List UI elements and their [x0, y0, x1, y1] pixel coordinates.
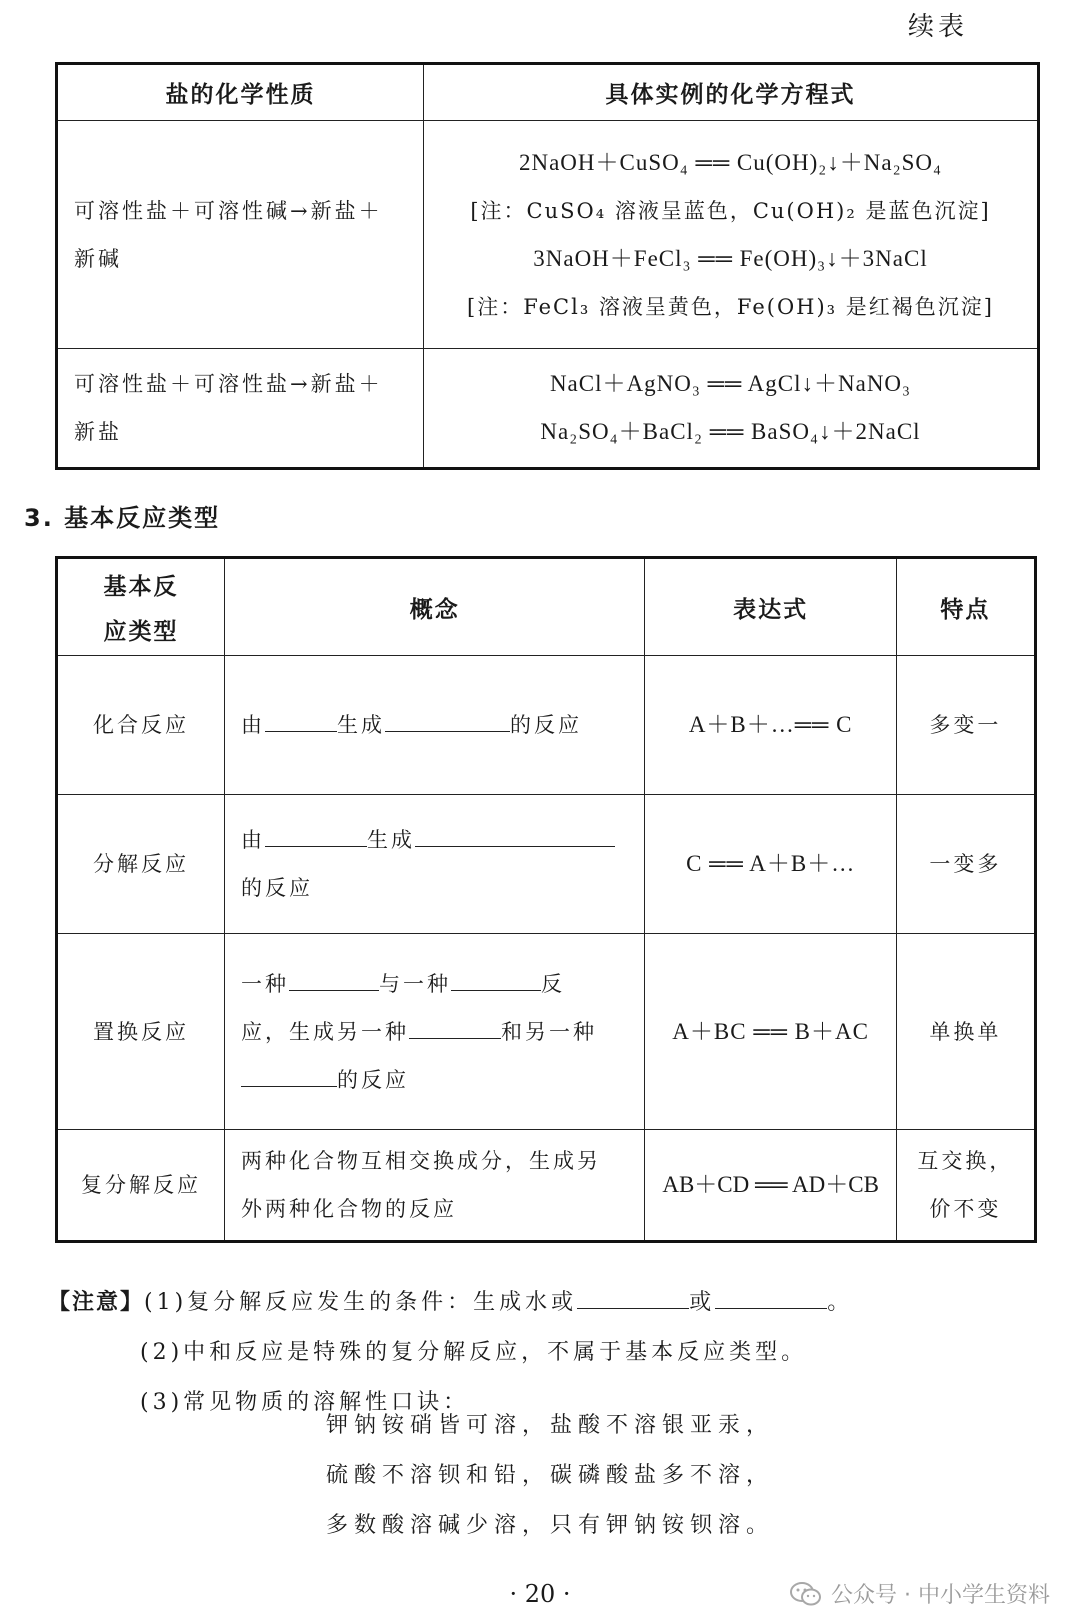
concept-text: 反	[540, 971, 565, 996]
feature-cell	[896, 1130, 1035, 1242]
watermark-text: 公众号 · 中小学生资料	[831, 1583, 1050, 1608]
reaction-types-table	[55, 556, 1037, 1243]
equation: NaCl＋AgNO₃ ══ AgCl↓＋NaNO₃	[549, 371, 912, 396]
concept-cell	[224, 1130, 644, 1242]
fill-blank[interactable]	[577, 1284, 689, 1309]
equation-note: [注：FeCl₃ 溶液呈黄色，Fe(OH)₃ 是红褐色沉淀]	[467, 294, 994, 319]
equation-note: [注：CuSO₄ 溶液呈蓝色，Cu(OH)₂ 是蓝色沉淀]	[470, 198, 991, 223]
type-cell: 分解反应	[57, 795, 225, 934]
table-row	[57, 656, 1036, 795]
concept-cell	[224, 934, 644, 1130]
fill-blank[interactable]	[715, 1284, 827, 1309]
concept-text: 和另一种	[500, 1019, 597, 1044]
fill-blank[interactable]	[241, 1062, 337, 1087]
concept-text: 由	[240, 713, 265, 737]
table-row	[57, 795, 1036, 934]
note-text: 或	[689, 1290, 716, 1315]
concept-text: 与一种	[378, 971, 451, 996]
type-cell: 置换反应	[57, 934, 225, 1130]
equation: 2NaOH＋CuSO₄ ══ Cu(OH)₂↓＋Na₂SO₄	[518, 149, 943, 175]
table-row	[57, 1130, 1036, 1242]
fill-blank[interactable]	[415, 822, 615, 847]
equation: 3NaOH＋FeCl₃ ══ Fe(OH)₃↓＋3NaCl	[533, 245, 928, 271]
concept-text: 外两种化合物的反应	[240, 1197, 457, 1221]
equation-cell	[424, 121, 1039, 349]
note-label: 【注意】	[48, 1290, 145, 1315]
table-row	[57, 121, 1039, 349]
equation: Na₂SO₄＋BaCl₂ ══ BaSO₄↓＋2NaCl	[540, 419, 921, 444]
feature-cell: 一变多	[896, 795, 1035, 934]
note-3: (3)常见物质的溶解性口诀：	[140, 1390, 470, 1415]
concept-text: 的反应	[509, 713, 582, 737]
concept-text: 应，生成另一种	[240, 1019, 409, 1044]
table1-header-equation: 具体实例的化学方程式	[424, 64, 1039, 121]
table-row	[57, 934, 1036, 1130]
fill-blank[interactable]	[265, 822, 367, 847]
note-2: (2)中和反应是特殊的复分解反应，不属于基本反应类型。	[140, 1340, 808, 1365]
type-cell: 复分解反应	[57, 1130, 225, 1242]
note-1	[48, 1278, 853, 1328]
concept-cell	[224, 795, 644, 934]
feature-cell: 单换单	[896, 934, 1035, 1130]
rhyme-line: 钾钠铵硝皆可溶，盐酸不溶银亚汞，	[326, 1413, 775, 1438]
concept-text: 的反应	[336, 1067, 409, 1092]
header-type	[57, 558, 225, 656]
header-type-line: 应类型	[103, 619, 179, 645]
header-expression: 表达式	[645, 558, 896, 656]
fill-blank[interactable]	[289, 966, 379, 991]
expression-cell: AB＋CD ══ AD＋CB	[645, 1130, 896, 1242]
continued-label: 续表	[907, 12, 968, 42]
watermark	[789, 1578, 1050, 1609]
type-cell: 化合反应	[57, 656, 225, 795]
wechat-icon	[789, 1581, 823, 1607]
concept-text: 的反应	[240, 876, 313, 900]
fill-blank[interactable]	[451, 966, 541, 991]
property-cell	[57, 121, 424, 349]
table1-header-property: 盐的化学性质	[57, 64, 424, 121]
concept-text: 生成	[336, 713, 385, 737]
salt-properties-table	[55, 62, 1040, 470]
section-title: 3. 基本反应类型	[24, 504, 221, 532]
concept-cell	[224, 656, 644, 795]
header-feature: 特点	[896, 558, 1035, 656]
rhyme-line: 多数酸溶碱少溶，只有钾钠铵钡溶。	[326, 1513, 775, 1538]
equation-cell	[424, 349, 1039, 469]
header-concept: 概念	[224, 558, 644, 656]
fill-blank[interactable]	[409, 1014, 501, 1039]
feature-cell: 多变一	[896, 656, 1035, 795]
note-text: (1)复分解反应发生的条件：生成水或	[144, 1290, 578, 1315]
property-text: 新碱	[74, 246, 122, 271]
property-text: 可溶性盐＋可溶性碱→新盐＋	[74, 198, 383, 223]
page-number: · 20 ·	[509, 1580, 571, 1608]
rhyme-line: 硫酸不溶钡和铅，碳磷酸盐多不溶，	[326, 1463, 775, 1488]
expression-cell: A＋BC ══ B＋AC	[645, 934, 896, 1130]
feature-text: 价不变	[929, 1197, 1002, 1221]
property-cell	[57, 349, 424, 469]
fill-blank[interactable]	[265, 707, 337, 732]
note-text: 。	[827, 1290, 854, 1315]
concept-text: 一种	[240, 971, 289, 996]
notes-block	[48, 1278, 853, 1428]
concept-text: 由	[240, 828, 265, 852]
concept-text: 生成	[366, 828, 415, 852]
property-text: 可溶性盐＋可溶性盐→新盐＋	[74, 372, 383, 396]
concept-text: 两种化合物互相交换成分，生成另	[240, 1149, 601, 1173]
property-text: 新盐	[74, 420, 122, 444]
feature-text: 互交换，	[917, 1149, 1014, 1173]
expression-cell: C ══ A＋B＋…	[645, 795, 896, 934]
fill-blank[interactable]	[385, 707, 510, 732]
table-row	[57, 349, 1039, 469]
expression-cell: A＋B＋…══ C	[645, 656, 896, 795]
header-type-line: 基本反	[103, 574, 179, 600]
